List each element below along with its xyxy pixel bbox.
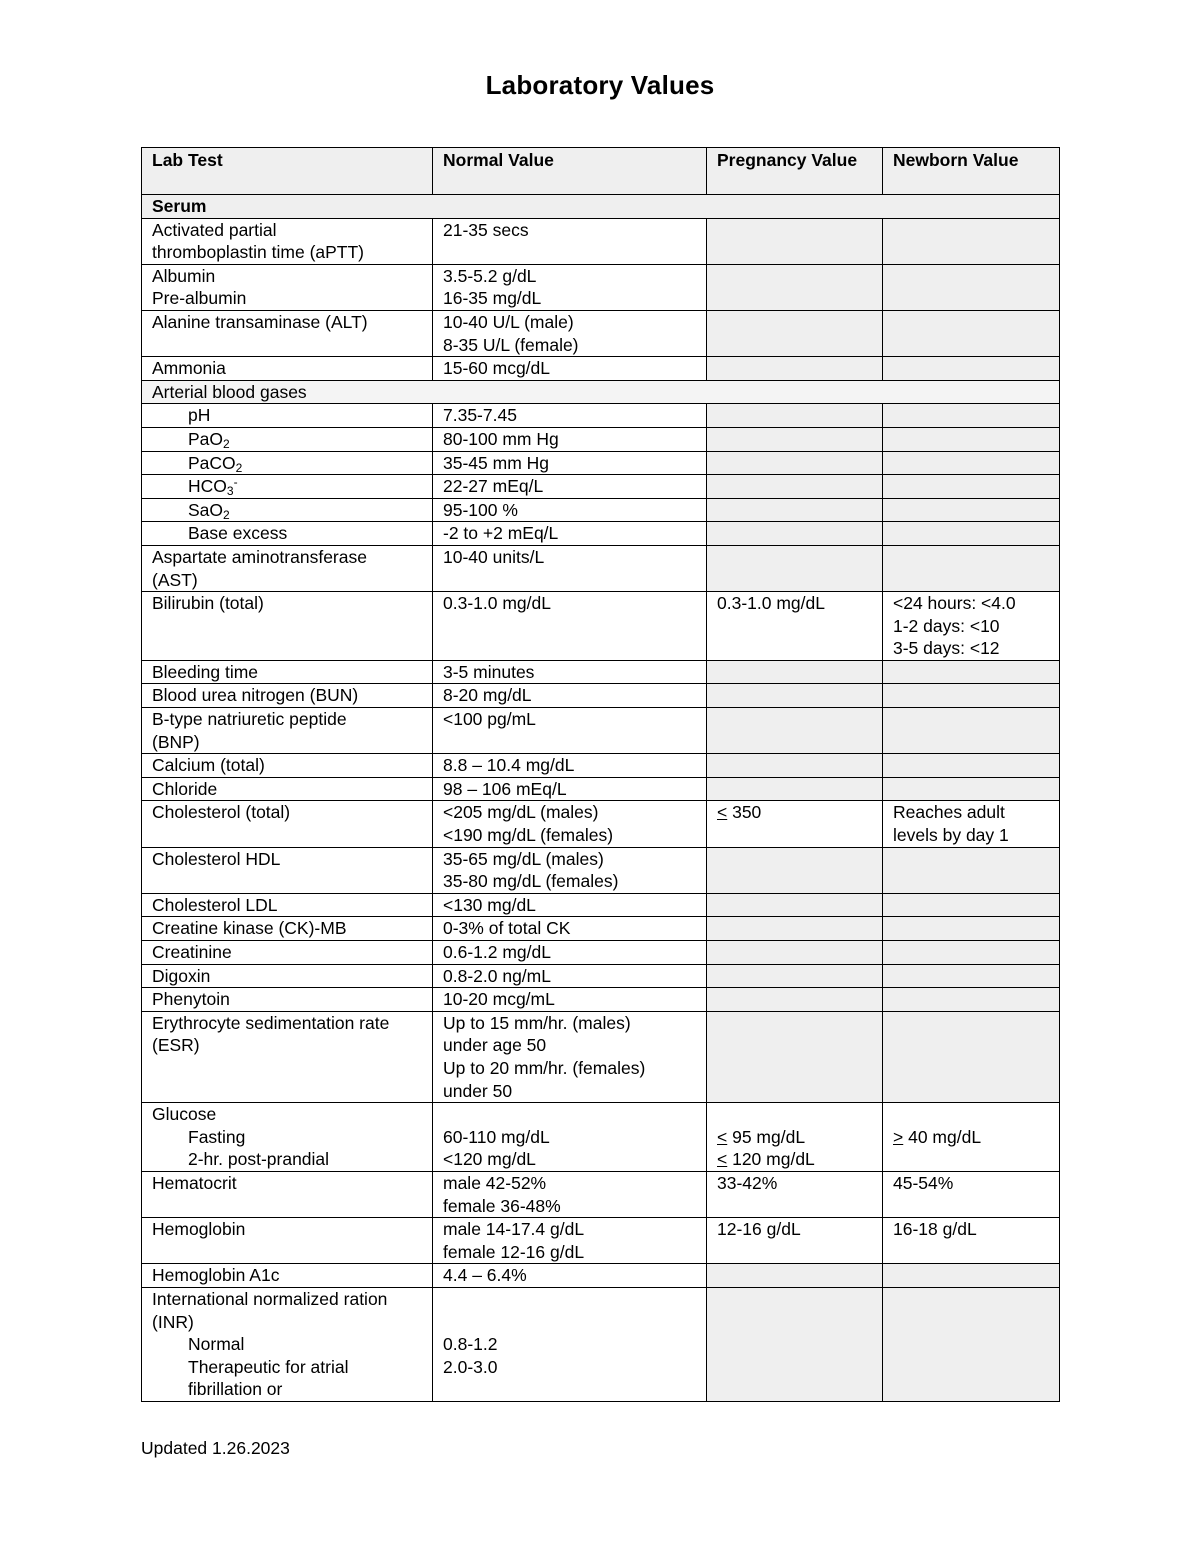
newborn-value (883, 1264, 1060, 1288)
table-row (142, 357, 1060, 381)
pregnancy-value (707, 475, 883, 499)
normal-value: 0.6-1.2 mg/dL (433, 941, 707, 965)
section-label: Serum (142, 195, 1060, 219)
test-name: Blood urea nitrogen (BUN) (142, 684, 433, 708)
test-name: Alanine transaminase (ALT) (142, 310, 433, 356)
table-row (142, 754, 1060, 778)
table-row (142, 218, 1060, 264)
normal-value: 15-60 mcg/dL (433, 357, 707, 381)
test-name: Cholesterol HDL (142, 847, 433, 893)
newborn-value (883, 660, 1060, 684)
table-row (142, 684, 1060, 708)
table-row (142, 917, 1060, 941)
header-newborn-value: Newborn Value (883, 148, 1060, 195)
test-name: Cholesterol (total) (142, 801, 433, 847)
table-row (142, 545, 1060, 591)
test-name: Aspartate aminotransferase (AST) (142, 545, 433, 591)
pregnancy-value (707, 522, 883, 546)
table-row (142, 941, 1060, 965)
table-row (142, 1218, 1060, 1264)
newborn-value: <24 hours: <4.0 1-2 days: <10 3-5 days: <12 (883, 592, 1060, 661)
normal-value: 10-40 units/L (433, 545, 707, 591)
pregnancy-value (707, 684, 883, 708)
test-name: Cholesterol LDL (142, 893, 433, 917)
normal-value: 8-20 mg/dL (433, 684, 707, 708)
test-name: Hematocrit (142, 1171, 433, 1217)
normal-value: Up to 15 mm/hr. (males) under age 50 Up to 20 mm/hr. (females) under 50 (433, 1011, 707, 1102)
newborn-value (883, 498, 1060, 522)
test-name: SaO$_2$ (142, 498, 433, 522)
pregnancy-value (707, 660, 883, 684)
table-row (142, 964, 1060, 988)
newborn-value (883, 404, 1060, 428)
newborn-value (883, 218, 1060, 264)
pregnancy-value (707, 357, 883, 381)
normal-value: 35-45 mm Hg (433, 451, 707, 475)
normal-value: 7.35-7.45 (433, 404, 707, 428)
normal-value: 22-27 mEq/L (433, 475, 707, 499)
footer-updated-date: Updated 1.26.2023 (141, 1438, 290, 1458)
pregnancy-value (707, 218, 883, 264)
test-name: PaO$_2$ (142, 427, 433, 451)
pregnancy-value (707, 545, 883, 591)
test-name: B-type natriuretic peptide (BNP) (142, 708, 433, 754)
normal-value: -2 to +2 mEq/L (433, 522, 707, 546)
normal-value: 3.5-5.2 g/dL 16-35 mg/dL (433, 264, 707, 310)
table-row (142, 988, 1060, 1012)
newborn-value (883, 1011, 1060, 1102)
normal-value: 0.8-2.0 ng/mL (433, 964, 707, 988)
table-row (142, 777, 1060, 801)
newborn-value (883, 708, 1060, 754)
newborn-value (883, 1287, 1060, 1401)
pregnancy-value (707, 310, 883, 356)
table-row (142, 1264, 1060, 1288)
normal-value: male 42-52% female 36-48% (433, 1171, 707, 1217)
table-row (142, 475, 1060, 499)
newborn-value: 45-54% (883, 1171, 1060, 1217)
test-name: Bleeding time (142, 660, 433, 684)
pregnancy-value (707, 1264, 883, 1288)
normal-value: <100 pg/mL (433, 708, 707, 754)
newborn-value (883, 988, 1060, 1012)
table-row (142, 592, 1060, 661)
section-row-serum (142, 195, 1060, 219)
test-name: Glucose Fasting 2-hr. post-prandial (142, 1103, 433, 1172)
normal-value: 98 – 106 mEq/L (433, 777, 707, 801)
newborn-value (883, 264, 1060, 310)
pregnancy-value (707, 264, 883, 310)
pregnancy-value (707, 404, 883, 428)
test-name: Hemoglobin (142, 1218, 433, 1264)
newborn-value: 16-18 g/dL (883, 1218, 1060, 1264)
table-header-row (142, 148, 1060, 195)
table-row (142, 310, 1060, 356)
pregnancy-value (707, 893, 883, 917)
pregnancy-value (707, 708, 883, 754)
normal-value: <130 mg/dL (433, 893, 707, 917)
newborn-value (883, 522, 1060, 546)
newborn-value (883, 357, 1060, 381)
test-name: Digoxin (142, 964, 433, 988)
normal-value: 80-100 mm Hg (433, 427, 707, 451)
header-normal-value: Normal Value (433, 148, 707, 195)
test-name: Creatinine (142, 941, 433, 965)
newborn-value (883, 941, 1060, 965)
newborn-value (883, 684, 1060, 708)
table-row (142, 427, 1060, 451)
newborn-value (883, 964, 1060, 988)
table-row (142, 1103, 1060, 1172)
table-row (142, 1287, 1060, 1401)
test-name: Hemoglobin A1c (142, 1264, 433, 1288)
table-row (142, 1171, 1060, 1217)
table-row (142, 404, 1060, 428)
pregnancy-value (707, 847, 883, 893)
normal-value: <205 mg/dL (males) <190 mg/dL (females) (433, 801, 707, 847)
table-row (142, 801, 1060, 847)
normal-value: 0.8-1.2 2.0-3.0 (433, 1287, 707, 1401)
test-name: pH (142, 404, 433, 428)
normal-value: 21-35 secs (433, 218, 707, 264)
pregnancy-value (707, 451, 883, 475)
table-row (142, 847, 1060, 893)
header-pregnancy-value: Pregnancy Value (707, 148, 883, 195)
table-row (142, 264, 1060, 310)
pregnancy-value (707, 427, 883, 451)
normal-value: 0.3-1.0 mg/dL (433, 592, 707, 661)
newborn-value: Reaches adult levels by day 1 (883, 801, 1060, 847)
newborn-value (883, 893, 1060, 917)
pregnancy-value (707, 498, 883, 522)
pregnancy-value (707, 1287, 883, 1401)
test-name: Base excess (142, 522, 433, 546)
page-title: Laboratory Values (485, 70, 715, 100)
test-name: International normalized ration (INR) Normal Therapeutic for atrial fibrillation or (142, 1287, 433, 1401)
test-name: Albumin Pre-albumin (142, 264, 433, 310)
test-name: Activated partial thromboplastin time (aPTT) (142, 218, 433, 264)
normal-value: 95-100 % (433, 498, 707, 522)
normal-value: 10-20 mcg/mL (433, 988, 707, 1012)
group-label: Arterial blood gases (142, 380, 1060, 404)
test-name: Erythrocyte sedimentation rate (ESR) (142, 1011, 433, 1102)
pregnancy-value (707, 1011, 883, 1102)
pregnancy-value (707, 988, 883, 1012)
test-name: Creatine kinase (CK)-MB (142, 917, 433, 941)
pregnancy-value: < 350 (707, 801, 883, 847)
normal-value: 0-3% of total CK (433, 917, 707, 941)
normal-value: 4.4 – 6.4% (433, 1264, 707, 1288)
lab-values-table (141, 147, 1060, 1402)
table-row (142, 522, 1060, 546)
newborn-value (883, 917, 1060, 941)
normal-value: male 14-17.4 g/dL female 12-16 g/dL (433, 1218, 707, 1264)
newborn-value (883, 475, 1060, 499)
normal-value: 60-110 mg/dL <120 mg/dL (433, 1103, 707, 1172)
pregnancy-value: 33-42% (707, 1171, 883, 1217)
group-row-abg (142, 380, 1060, 404)
pregnancy-value (707, 917, 883, 941)
test-name: Calcium (total) (142, 754, 433, 778)
normal-value: 8.8 – 10.4 mg/dL (433, 754, 707, 778)
table-row (142, 893, 1060, 917)
table-row (142, 660, 1060, 684)
normal-value: 10-40 U/L (male) 8-35 U/L (female) (433, 310, 707, 356)
newborn-value: > 40 mg/dL (883, 1103, 1060, 1172)
pregnancy-value (707, 941, 883, 965)
test-name: Ammonia (142, 357, 433, 381)
newborn-value (883, 777, 1060, 801)
test-name: Phenytoin (142, 988, 433, 1012)
newborn-value (883, 754, 1060, 778)
newborn-value (883, 451, 1060, 475)
test-name: PaCO$_2$ (142, 451, 433, 475)
table-row (142, 498, 1060, 522)
header-lab-test: Lab Test (142, 148, 433, 195)
pregnancy-value (707, 777, 883, 801)
table-row (142, 1011, 1060, 1102)
pregnancy-value: < 95 mg/dL < 120 mg/dL (707, 1103, 883, 1172)
pregnancy-value (707, 754, 883, 778)
newborn-value (883, 427, 1060, 451)
newborn-value (883, 847, 1060, 893)
table-row (142, 451, 1060, 475)
test-name: Bilirubin (total) (142, 592, 433, 661)
normal-value: 35-65 mg/dL (males) 35-80 mg/dL (females) (433, 847, 707, 893)
test-name: Chloride (142, 777, 433, 801)
pregnancy-value: 12-16 g/dL (707, 1218, 883, 1264)
normal-value: 3-5 minutes (433, 660, 707, 684)
newborn-value (883, 545, 1060, 591)
pregnancy-value (707, 964, 883, 988)
test-name: $HCO_3^-$ (142, 475, 433, 499)
newborn-value (883, 310, 1060, 356)
pregnancy-value: 0.3-1.0 mg/dL (707, 592, 883, 661)
table-row (142, 708, 1060, 754)
